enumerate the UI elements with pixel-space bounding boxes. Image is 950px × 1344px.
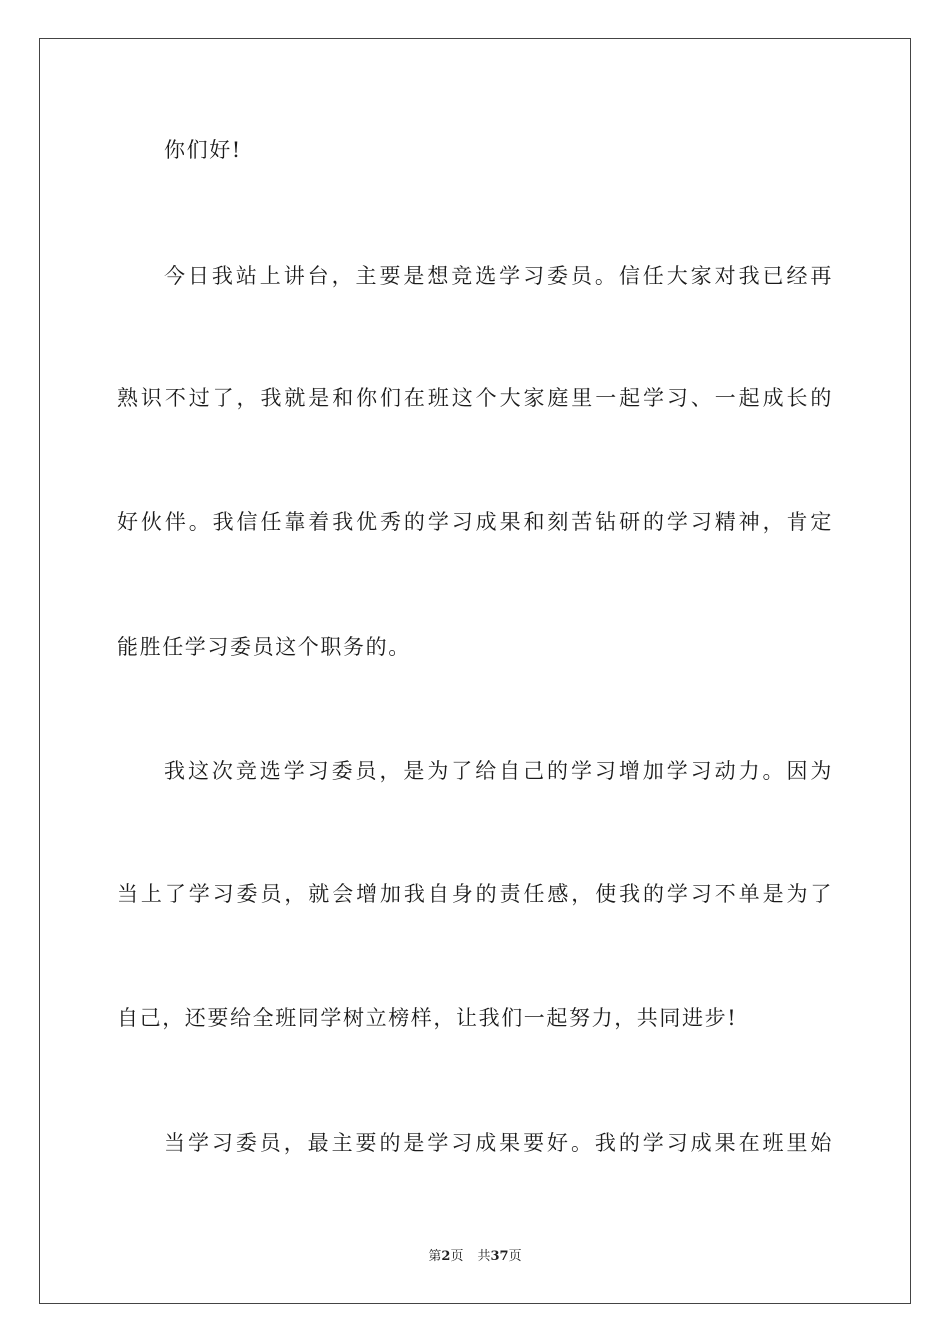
- paragraph-line-greeting: 你们好!: [164, 138, 242, 162]
- paragraph-line: 能胜任学习委员这个职务的。: [117, 635, 411, 659]
- footer-total-pages: 37: [490, 1249, 509, 1264]
- paragraph-line: 我这次竞选学习委员，是为了给自己的学习增加学习动力。因为: [164, 759, 833, 783]
- page-border: [39, 38, 911, 1304]
- paragraph-line: 当上了学习委员，就会增加我自身的责任感，使我的学习不单是为了: [117, 882, 833, 906]
- paragraph-line: 今日我站上讲台，主要是想竞选学习委员。信任大家对我已经再: [164, 264, 833, 288]
- footer-page-suffix: 页: [450, 1249, 464, 1264]
- footer-total-suffix: 页: [508, 1249, 522, 1264]
- footer-page-number: 2: [441, 1249, 451, 1264]
- paragraph-line: 自己，还要给全班同学树立榜样，让我们一起努力，共同进步!: [117, 1006, 738, 1030]
- page-footer: [0, 1248, 950, 1266]
- paragraph-line: 好伙伴。我信任靠着我优秀的学习成果和刻苦钻研的学习精神，肯定: [117, 510, 833, 534]
- paragraph-line: 当学习委员，最主要的是学习成果要好。我的学习成果在班里始: [164, 1131, 833, 1155]
- paragraph-line: 熟识不过了，我就是和你们在班这个大家庭里一起学习、一起成长的: [117, 386, 833, 410]
- footer-page-prefix: 第: [428, 1249, 442, 1264]
- footer-total-prefix: 共: [477, 1249, 491, 1264]
